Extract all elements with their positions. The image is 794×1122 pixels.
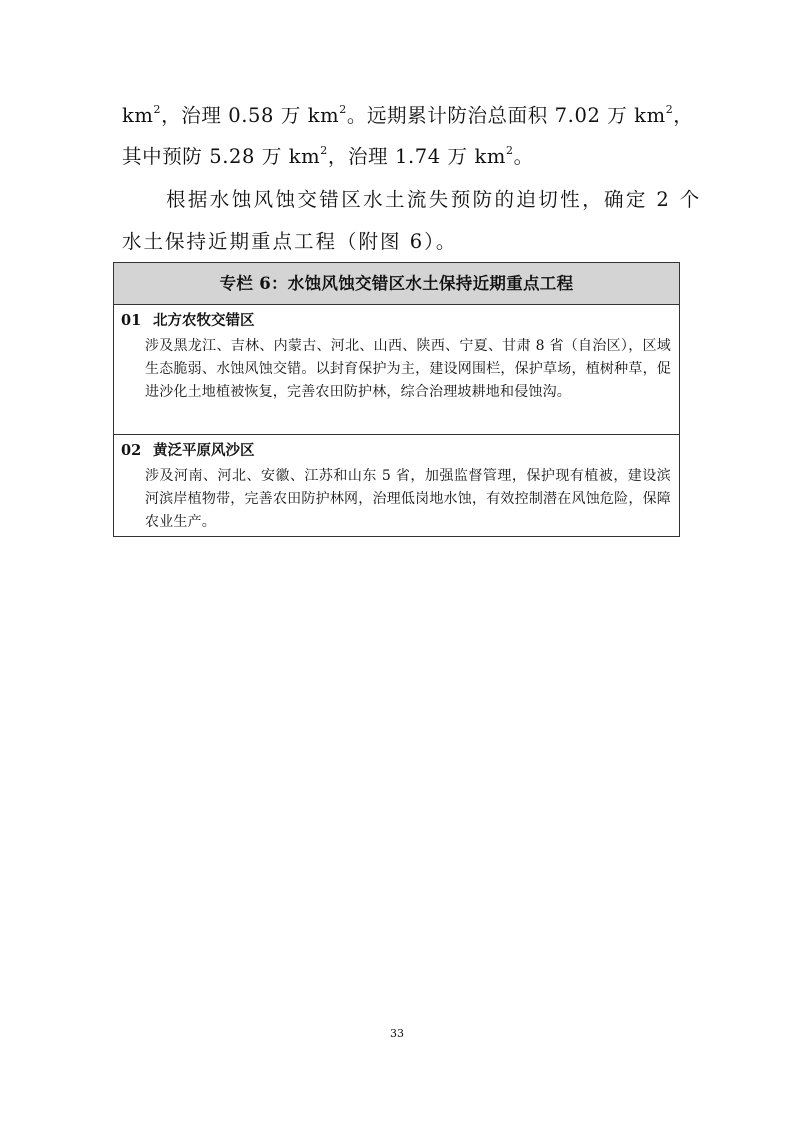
line2-part-c: 。 bbox=[513, 145, 534, 168]
column-box-title: 专栏 6：水蚀风蚀交错区水土保持近期重点工程 bbox=[114, 263, 679, 305]
line1-superscript-3: 2 bbox=[665, 103, 674, 116]
line1-part-d: ， bbox=[673, 104, 694, 127]
column-item-number: 01 bbox=[121, 312, 142, 329]
line1-superscript-2: 2 bbox=[339, 103, 347, 116]
column-item-01 bbox=[114, 305, 679, 435]
body-paragraph-line-2 bbox=[122, 145, 534, 169]
column-item-title: 北方农牧交错区 bbox=[153, 312, 255, 329]
column-item-body: 涉及河南、河北、安徽、江苏和山东 5 省，加强监督管理，保护现有植被，建设滨河滨岸植物带，完善农田防护林网，治理低岗地水蚀，有效控制潜在风蚀危险，保障农业生产。 bbox=[145, 468, 671, 530]
body-paragraph-line-4: 水土保持近期重点工程（附图 6）。 bbox=[122, 230, 458, 253]
column-item-heading bbox=[121, 441, 255, 461]
line1-part-a: km bbox=[122, 104, 154, 127]
column-item-heading bbox=[121, 311, 255, 331]
column-item-title: 黄泛平原风沙区 bbox=[153, 442, 255, 459]
line2-part-a: 其中预防 5.28 万 km bbox=[122, 145, 321, 168]
page-number: 33 bbox=[390, 1027, 404, 1040]
line2-superscript-1: 2 bbox=[320, 144, 328, 157]
line2-superscript-2: 2 bbox=[505, 144, 514, 157]
column-item-02 bbox=[114, 435, 679, 536]
column-item-body: 涉及黑龙江、吉林、内蒙古、河北、山西、陕西、宁夏、甘肃 8 省（自治区），区域生态脆弱、水蚀风蚀交错。以封育保护为主，建设网围栏，保护草场，植树种草，促进沙化土地植被恢复，完善农田防护林，综合治理坡耕地和侵蚀沟。 bbox=[145, 338, 671, 400]
column-item-number: 02 bbox=[121, 442, 142, 459]
body-paragraph-line-1 bbox=[122, 104, 693, 128]
line1-part-c: 。远期累计防治总面积 7.02 万 km bbox=[346, 104, 666, 127]
body-paragraph-line-3: 根据水蚀风蚀交错区水土流失预防的迫切性，确定 2 个 bbox=[166, 188, 702, 211]
line1-part-b: ，治理 0.58 万 km bbox=[161, 104, 340, 127]
line1-superscript-1: 2 bbox=[153, 103, 162, 116]
line2-part-b: ，治理 1.74 万 km bbox=[327, 145, 506, 168]
column-box bbox=[113, 262, 680, 537]
